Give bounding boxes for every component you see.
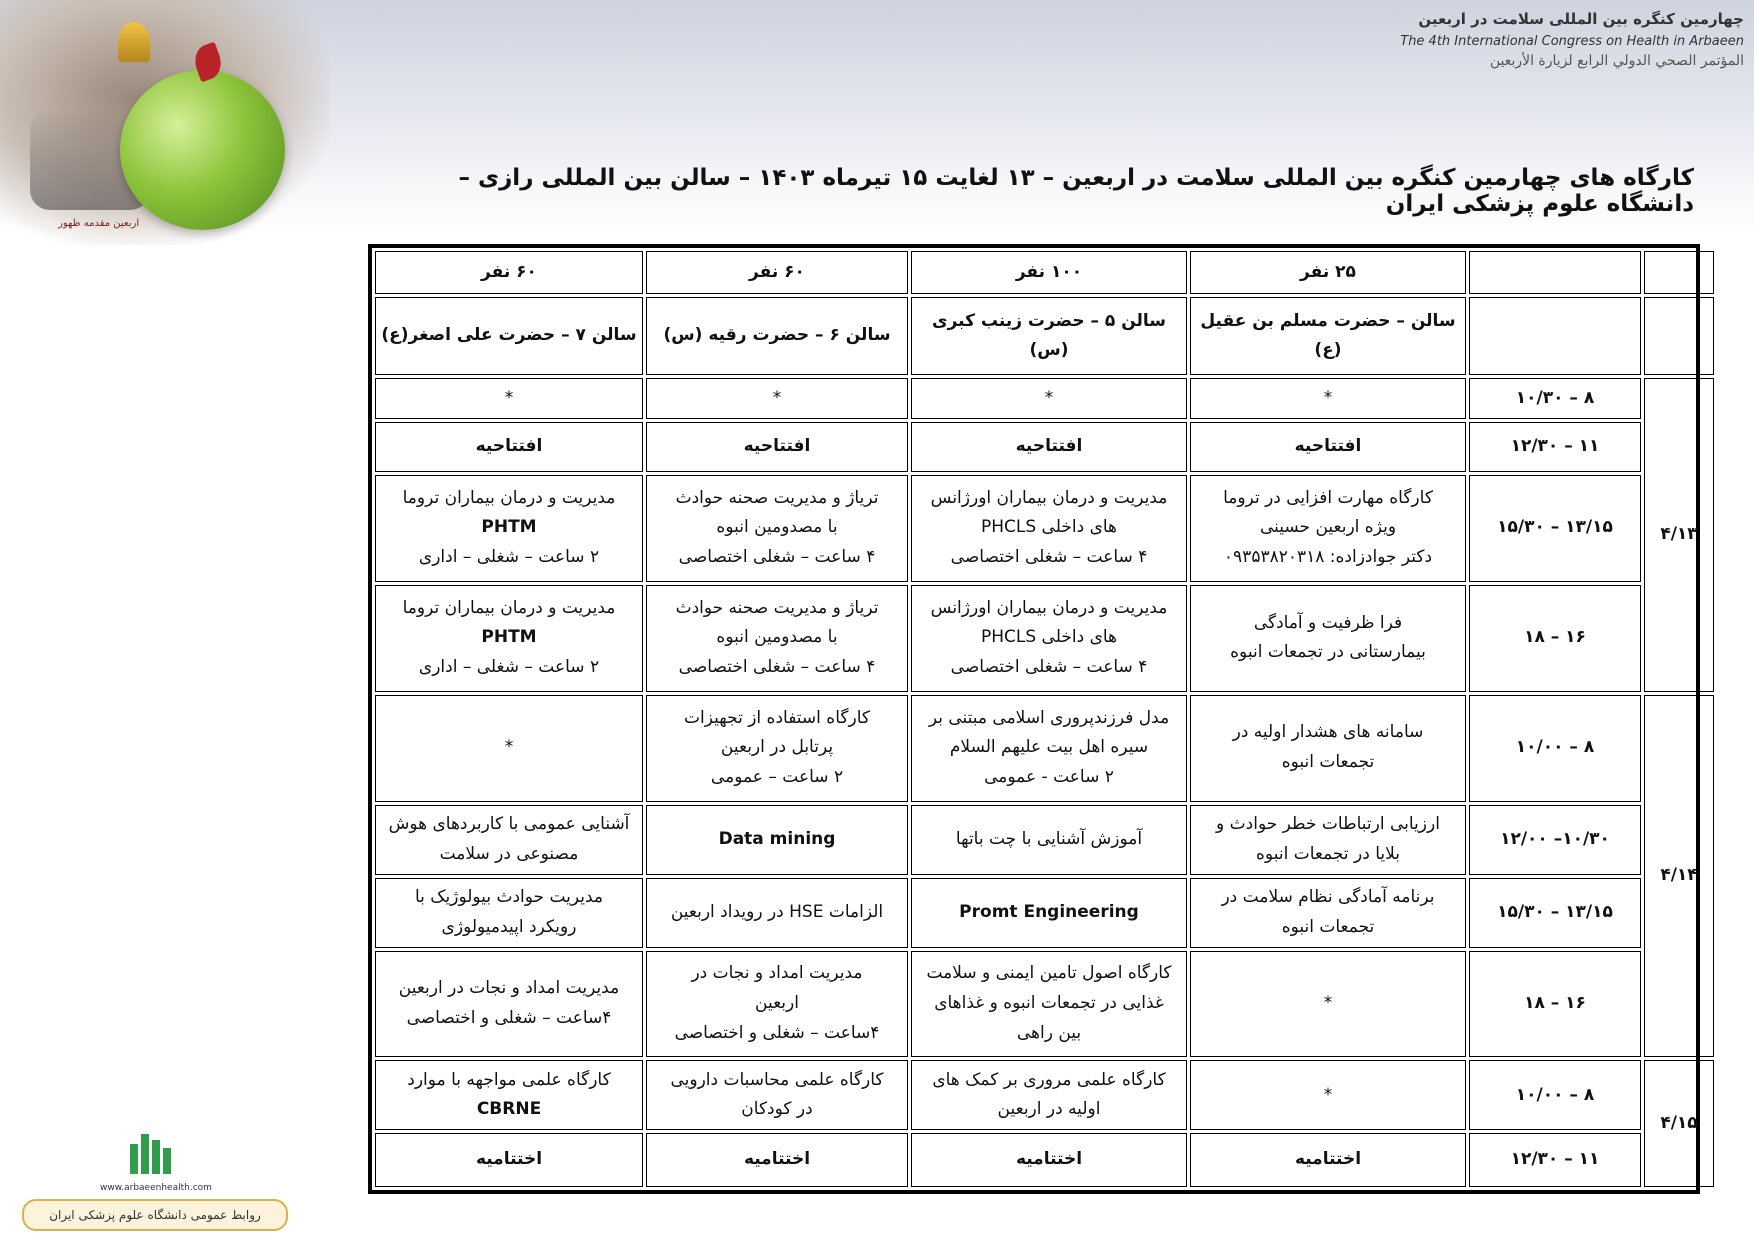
congress-title-fa: چهارمین کنگره بین المللی سلامت در اربعین xyxy=(1418,10,1744,28)
empty-cell xyxy=(1644,251,1714,294)
closing-cell: اختتامیه xyxy=(375,1133,643,1187)
workshop-cell: تریاژ و مدیریت صحنه حوادث با مصدومین انبوه ۴ ساعت – شغلی اختصاصی xyxy=(646,585,908,692)
hall-row xyxy=(375,297,1714,375)
workshop-cell: مدیریت امداد و نجات در اربعین ۴ساعت – شغلی و اختصاصی xyxy=(375,951,643,1058)
shrine-dome-graphic xyxy=(118,22,150,62)
capacity-cell: ۲۵ نفر xyxy=(1190,251,1466,294)
workshop-cell: مدیریت و درمان بیماران اورژانس های داخلی PHCLS ۴ ساعت – شغلی اختصاصی xyxy=(911,475,1187,582)
day-cell: ۴/۱۳ xyxy=(1644,378,1714,691)
workshop-cell: کارگاه علمی محاسبات دارویی در کودکان xyxy=(646,1060,908,1130)
workshop-cell: مدل فرزندپروری اسلامی مبتنی بر سیره اهل بیت علیهم السلام ۲ ساعت - عمومی xyxy=(911,695,1187,802)
workshop-cell: Data mining xyxy=(646,805,908,875)
workshop-cell: الزامات HSE در رویداد اربعین xyxy=(646,878,908,948)
table-row xyxy=(375,378,1714,419)
opening-cell: افتتاحیه xyxy=(375,422,643,471)
table-row xyxy=(375,422,1714,471)
hall-header: سالن ۷ – حضرت علی اصغر(ع) xyxy=(375,297,643,375)
table-row xyxy=(375,585,1714,692)
workshop-cell: مدیریت حوادث بیولوژیک با رویکرد اپیدمیولوژی xyxy=(375,878,643,948)
hall-header: سالن ۶ – حضرت رقیه (س) xyxy=(646,297,908,375)
time-slot: ۱۶ – ۱۸ xyxy=(1469,585,1641,692)
time-slot: ۱۳/۱۵ – ۱۵/۳۰ xyxy=(1469,475,1641,582)
closing-cell: اختتامیه xyxy=(646,1133,908,1187)
apple-stethoscope-graphic xyxy=(120,70,285,230)
table-row xyxy=(375,475,1714,582)
congress-hero-image xyxy=(0,0,330,245)
congress-title-ar: المؤتمر الصحي الدولي الرابع لزيارة الأربعين xyxy=(1489,53,1744,69)
workshop-cell: مدیریت و درمان بیماران تروما PHTM ۲ ساعت – شغلی – اداری xyxy=(375,475,643,582)
closing-cell: اختتامیه xyxy=(1190,1133,1466,1187)
empty-marker: * xyxy=(1190,951,1466,1058)
empty-marker: * xyxy=(1190,1060,1466,1130)
website-url: www.arbaeenhealth.com xyxy=(100,1183,212,1193)
table-row xyxy=(375,805,1714,875)
workshop-cell: کارگاه اصول تامین ایمنی و سلامت غذایی در تجمعات انبوه و غذاهای بین راهی xyxy=(911,951,1187,1058)
workshop-cell: مدیریت و درمان بیماران اورژانس های داخلی PHCLS ۴ ساعت – شغلی اختصاصی xyxy=(911,585,1187,692)
workshop-cell: کارگاه علمی مروری بر کمک های اولیه در اربعین xyxy=(911,1060,1187,1130)
congress-title-block xyxy=(1400,10,1744,69)
workshop-cell: سامانه های هشدار اولیه در تجمعات انبوه xyxy=(1190,695,1466,802)
time-slot: ۱۶ – ۱۸ xyxy=(1469,951,1641,1058)
workshop-cell: کارگاه مهارت افزایی در تروما ویژه اربعین حسینی دکتر جوادزاده: ۰۹۳۵۳۸۲۰۳۱۸ xyxy=(1190,475,1466,582)
workshop-cell: کارگاه استفاده از تجهیزات پرتابل در اربعین ۲ ساعت – عمومی xyxy=(646,695,908,802)
workshop-cell: ارزیابی ارتباطات خطر حوادث و بلایا در تجمعات انبوه xyxy=(1190,805,1466,875)
empty-marker: * xyxy=(1190,378,1466,419)
day-cell: ۴/۱۵ xyxy=(1644,1060,1714,1187)
capacity-row xyxy=(375,251,1714,294)
opening-cell: افتتاحیه xyxy=(1190,422,1466,471)
empty-marker: * xyxy=(375,695,643,802)
public-relations-badge: روابط عمومی دانشگاه علوم پزشکی ایران xyxy=(22,1199,288,1231)
workshop-cell: Promt Engineering xyxy=(911,878,1187,948)
empty-cell xyxy=(1644,297,1714,375)
workshop-cell: کارگاه علمی مواجهه با موارد CBRNE xyxy=(375,1060,643,1130)
hero-caption: اربعین مقدمه ظهور xyxy=(58,218,140,229)
workshop-cell: آموزش آشنایی با چت باتها xyxy=(911,805,1187,875)
time-slot: ۱۱ – ۱۲/۳۰ xyxy=(1469,1133,1641,1187)
empty-cell xyxy=(1469,251,1641,294)
table-row xyxy=(375,951,1714,1058)
empty-marker: * xyxy=(375,378,643,419)
hall-header: سالن – حضرت مسلم بن عقیل (ع) xyxy=(1190,297,1466,375)
time-slot: ۱۳/۱۵ – ۱۵/۳۰ xyxy=(1469,878,1641,948)
congress-title-en: The 4th International Congress on Health in Arbaeen xyxy=(1400,34,1744,49)
workshop-schedule-table xyxy=(372,248,1717,1190)
workshop-cell: مدیریت و درمان بیماران تروما PHTM ۲ ساعت – شغلی – اداری xyxy=(375,585,643,692)
time-slot: ۸ – ۱۰/۰۰ xyxy=(1469,1060,1641,1130)
workshop-cell: تریاژ و مدیریت صحنه حوادث با مصدومین انبوه ۴ ساعت – شغلی اختصاصی xyxy=(646,475,908,582)
capacity-cell: ۱۰۰ نفر xyxy=(911,251,1187,294)
table-row xyxy=(375,695,1714,802)
empty-marker: * xyxy=(646,378,908,419)
page-title: کارگاه های چهارمین کنگره بین المللی سلامت در اربعین – ۱۳ لغایت ۱۵ تیرماه ۱۴۰۳ – سالن بین المللی رازی – دانشگاه علوم پزشکی ایران xyxy=(458,165,1694,217)
opening-cell: افتتاحیه xyxy=(911,422,1187,471)
table-row xyxy=(375,1060,1714,1130)
table-row xyxy=(375,1133,1714,1187)
day-cell: ۴/۱۴ xyxy=(1644,695,1714,1058)
capacity-cell: ۶۰ نفر xyxy=(375,251,643,294)
workshop-cell: آشنایی عمومی با کاربردهای هوش مصنوعی در سلامت xyxy=(375,805,643,875)
closing-cell: اختتامیه xyxy=(911,1133,1187,1187)
time-slot: ۱۱ – ۱۲/۳۰ xyxy=(1469,422,1641,471)
hall-header: سالن ۵ – حضرت زینب کبری (س) xyxy=(911,297,1187,375)
opening-cell: افتتاحیه xyxy=(646,422,908,471)
workshop-cell: برنامه آمادگی نظام سلامت در تجمعات انبوه xyxy=(1190,878,1466,948)
time-slot: ۸ – ۱۰/۰۰ xyxy=(1469,695,1641,802)
workshop-cell: مدیریت امداد و نجات در اربعین ۴ساعت – شغلی و اختصاصی xyxy=(646,951,908,1058)
time-slot: ۸ – ۱۰/۳۰ xyxy=(1469,378,1641,419)
university-logo-icon xyxy=(128,1128,174,1174)
empty-marker: * xyxy=(911,378,1187,419)
table-row xyxy=(375,878,1714,948)
time-slot: ۱۰/۳۰– ۱۲/۰۰ xyxy=(1469,805,1641,875)
capacity-cell: ۶۰ نفر xyxy=(646,251,908,294)
empty-cell xyxy=(1469,297,1641,375)
workshop-cell: فرا ظرفیت و آمادگی بیمارستانی در تجمعات انبوه xyxy=(1190,585,1466,692)
